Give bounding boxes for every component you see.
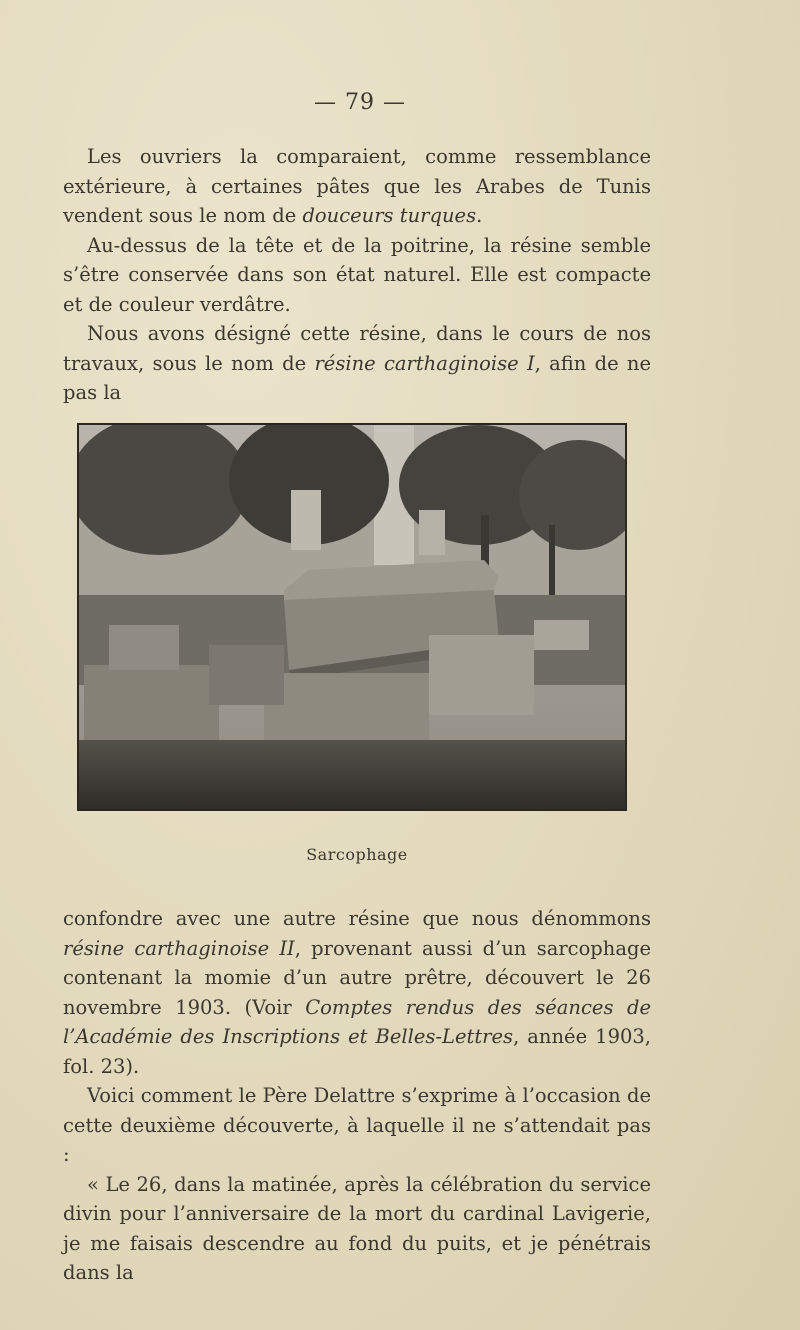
sarcophagus-photo [77, 423, 627, 811]
sarcophagus-photo-illustration [79, 425, 625, 809]
text-run: Les ouvriers la comparaient, comme ressemblance extérieure, à certaines pâtes que les Arabes de Tunis vendent sous le nom de [63, 145, 651, 227]
paragraph [63, 142, 651, 231]
text-run: Au-dessus de la tête et de la poitrine, la résine semble s’être conservée dans son état naturel. Elle est compacte et de couleur verdâtre. [63, 233, 651, 316]
text-block-top [63, 142, 651, 408]
text-run: « Le 26, dans la matinée, après la célébration du service divin pour l’anniversaire de la mort du cardinal Lavigerie, je me faisais descendre au fond du puits, et je pénétrais dans la [63, 1172, 651, 1284]
figure-caption: Sarcophage [306, 845, 408, 864]
text-run: confondre avec une autre résine que nous dénommons [63, 907, 651, 930]
italic-citation: Comptes rendus des séances de l’Académie des Inscriptions et Belles-Lettres [63, 995, 651, 1048]
italic-term: résine carthaginoise I [314, 351, 535, 375]
text-run: , année 1903, fol. 23). [63, 1025, 651, 1078]
text-run: Voici comment le Père Delattre s’exprime à l’occasion de cette deuxième découverte, à laquelle il ne s’attendait pas : [63, 1084, 651, 1166]
text-run: , provenant aussi d’un sarcophage contenant la momie d’un autre prêtre, découvert le 26 novembre 1903. (Voir [63, 936, 651, 1019]
text-run: . [476, 204, 483, 227]
italic-term: douceurs turques [302, 204, 477, 227]
paragraph [63, 319, 651, 408]
text-block-bottom [63, 904, 651, 1288]
text-run: , afin de ne pas la [63, 351, 652, 404]
page-number: — 79 — [314, 90, 406, 115]
text-run: Nous avons désigné cette résine, dans le cours de nos travaux, sous le nom de [63, 322, 651, 375]
paragraph [63, 1170, 651, 1288]
italic-term: résine carthaginoise II [63, 936, 295, 960]
paragraph [63, 1081, 651, 1170]
paragraph [63, 904, 651, 1081]
paragraph [63, 231, 651, 320]
